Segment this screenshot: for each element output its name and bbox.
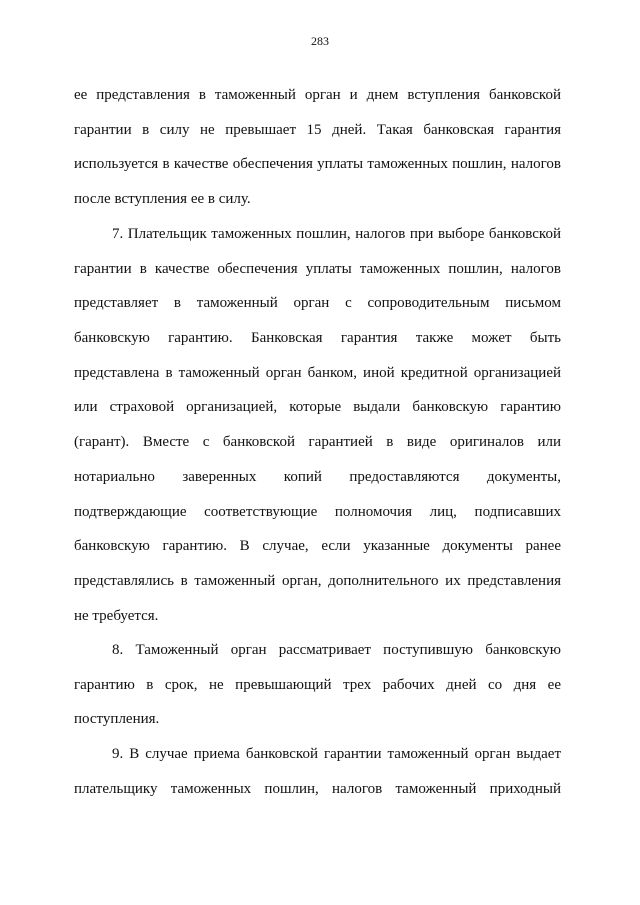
text-line: представляет в таможенный орган с сопроводительным письмом [74,295,561,312]
text-line: (гарант). Вместе с банковской гарантией в виде оригиналов или [74,434,561,451]
text-line: гарантии в силу не превышает 15 дней. Такая банковская гарантия [74,121,561,138]
text-line: после вступления ее в силу. [74,191,251,208]
paragraph-continuation [74,78,561,217]
text-line: 9. В случае приема банковской гарантии таможенный орган выдает [112,746,561,762]
page-number: 283 [311,34,329,48]
text-line: подтверждающие соответствующие полномочия лиц, подписавших [74,503,561,520]
text-line: гарантию в срок, не превышающий трех рабочих дней со дня ее [74,676,561,693]
text-line: используется в качестве обеспечения уплаты таможенных пошлин, налогов [74,156,561,173]
paragraph-7 [74,217,561,633]
text-line: плательщику таможенных пошлин, налогов таможенный приходный [74,780,561,797]
text-line: представлена в таможенный орган банком, иной кредитной организацией [74,364,561,381]
text-line: не требуется. [74,607,159,624]
text-line: 7. Плательщик таможенных пошлин, налогов при выборе банковской [112,226,561,242]
text-line: или страховой организацией, которые выдали банковскую гарантию [74,399,561,416]
text-line: поступления. [74,711,160,728]
text-line: ее представления в таможенный орган и днем вступления банковской [74,87,561,103]
paragraph-8 [74,633,561,737]
text-line: банковскую гарантию. В случае, если указанные документы ранее [74,538,561,555]
paragraph-9 [74,737,561,806]
text-line: банковскую гарантию. Банковская гарантия также может быть [74,330,561,347]
text-line: гарантии в качестве обеспечения уплаты таможенных пошлин, налогов [74,260,561,277]
text-line: представлялись в таможенный орган, дополнительного их представления [74,572,561,589]
text-line: 8. Таможенный орган рассматривает поступившую банковскую [112,642,561,658]
text-line: нотариально заверенных копий предоставляются документы, [74,468,561,485]
